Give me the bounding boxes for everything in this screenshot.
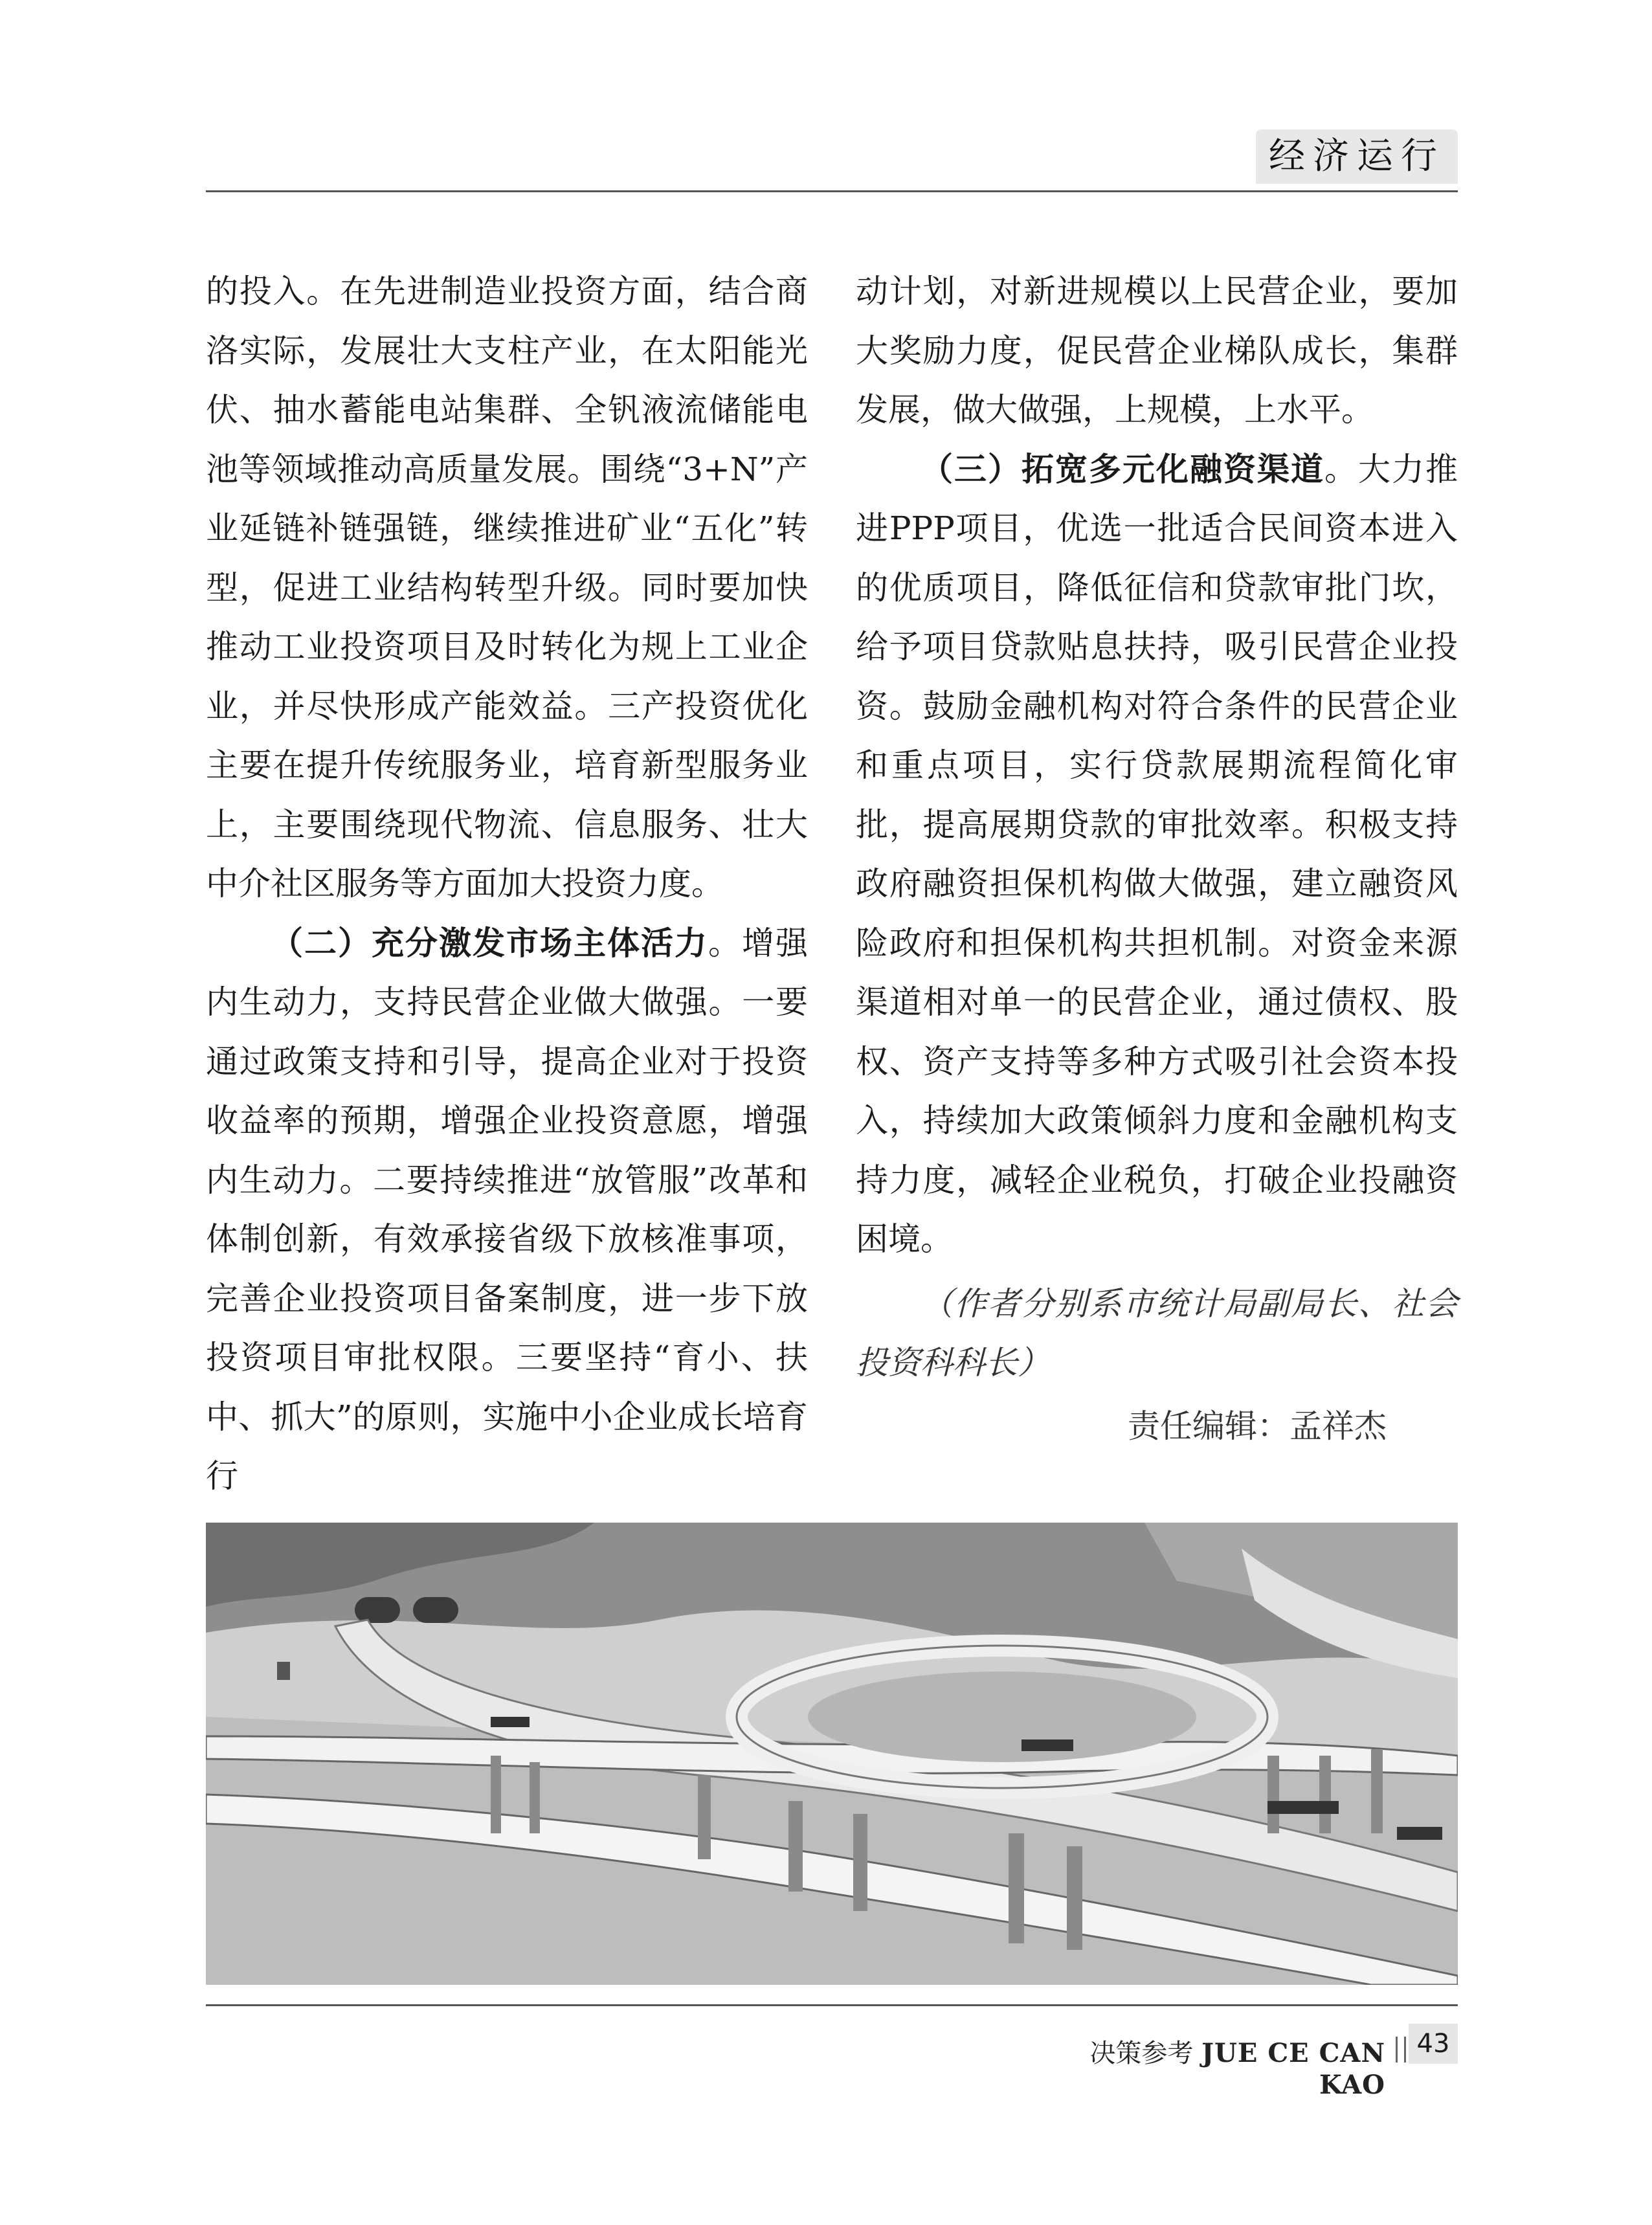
- footer-journal: [1062, 2033, 1385, 2100]
- left-paragraph-2: [206, 914, 808, 1506]
- footer-separator: [1396, 2037, 1406, 2063]
- left-column: [206, 262, 808, 1506]
- journal-name-cn: 决策参考: [1089, 2039, 1194, 2068]
- left-paragraph-1: 的投入。在先进制造业投资方面，结合商洛实际，发展壮大支柱产业，在太阳能光伏、抽水蓄能电站集群、全钒液流储能电池等领域推动高质量发展。围绕“3+N”产业延链补链强链，继续推进矿业“五化”转型，促进工业结构转型升级。同时要加快推动工业投资项目及时转化为规上工业企业，并尽快形成产能效益。三产投资优化主要在提升传统服务业，培育新型服务业上，主要围绕现代物流、信息服务、壮大中介社区服务等方面加大投资力度。: [206, 273, 808, 902]
- right-paragraph-2: [856, 440, 1458, 1269]
- section-tag: 经济运行: [1256, 129, 1458, 184]
- right-column: [856, 262, 1458, 1456]
- footer-rule: [206, 2004, 1458, 2006]
- right-paragraph-2-body: 。大力推进PPP项目，优选一批适合民间资本进入的优质项目，降低征信和贷款审批门坎，给予项目贷款贴息扶持，吸引民营企业投资。鼓励金融机构对符合条件的民营企业和重点项目，实行贷款展期流程简化审批，提高展期贷款的审批效率。积极支持政府融资担保机构做大做强，建立融资风险政府和担保机构共担机制。对资金来源渠道相对单一的民营企业，通过债权、股权、资产支持等多种方式吸引社会资本投入，持续加大政策倾斜力度和金融机构支持力度，减轻企业税负，打破企业投融资困境。: [856, 450, 1458, 1258]
- journal-name-en: JUE CE CAN KAO: [1201, 2038, 1385, 2100]
- left-paragraph-2-body: 。增强内生动力，支持民营企业做大做强。一要通过政策支持和引导，提高企业对于投资收益率的预期，增强企业投资意愿，增强内生动力。二要持续推进“放管服”改革和体制创新，有效承接省级下放核准事项，完善企业投资项目备案制度，进一步下放投资项目审批权限。三要坚持“育小、扶中、抓大”的原则，实施中小企业成长培育行: [206, 924, 808, 1495]
- right-paragraph-1: 动计划，对新进规模以上民营企业，要加大奖励力度，促民营企业梯队成长，集群发展，做大做强，上规模，上水平。: [856, 273, 1458, 429]
- author-note: （作者分别系市统计局副局长、社会投资科科长）: [856, 1284, 1458, 1381]
- page-number: 43: [1409, 2024, 1458, 2064]
- header-rule: [206, 190, 1458, 192]
- editor-credit: 责任编辑：孟祥杰: [1128, 1407, 1387, 1445]
- highway-interchange-photo: [206, 1523, 1458, 1985]
- section-heading-3: （三）拓宽多元化融资渠道: [921, 450, 1324, 488]
- section-heading-2: （二）充分激发市场主体活力: [271, 924, 708, 962]
